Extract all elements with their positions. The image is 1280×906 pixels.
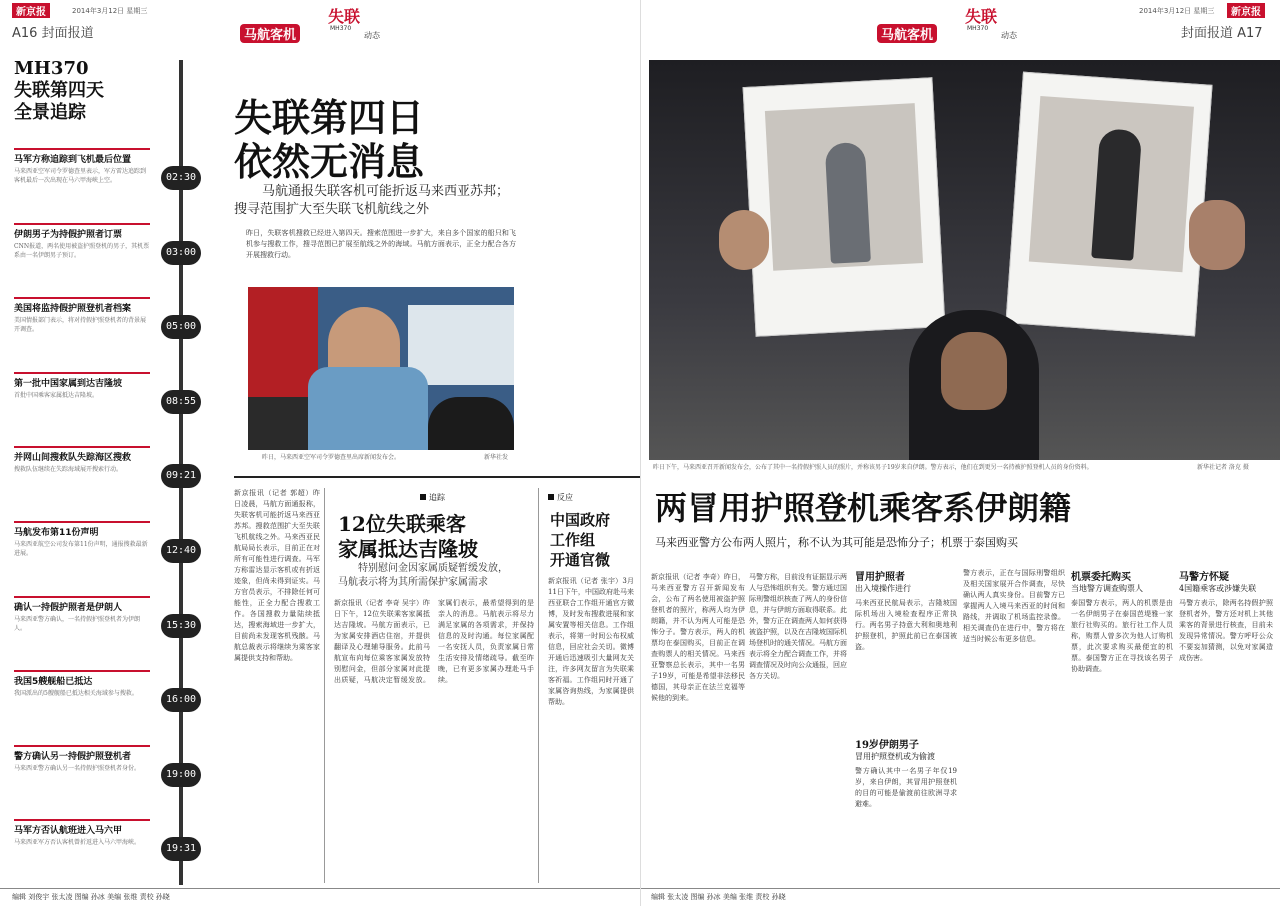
section-logo bbox=[240, 4, 380, 44]
col-block-3: 机票委托购买 当地警方调查购票人 泰国警方表示，两人的机票是由一名伊朗男子在泰国芭堤雅一家旅行社购买的。旅行社工作人员称，购票人曾多次为他人订购机票，此次要求购买最便宜的机票。泰国警方正在寻找该名男子协助调查。 bbox=[1071, 568, 1173, 878]
story2-subtitle bbox=[338, 562, 508, 590]
timeline-entry-body: 马来西亚空军司令罗德查里表示，军方雷达追踪到客机最后一次出现在马六甲海峡上空。 bbox=[14, 168, 147, 184]
right-paper-date: 2014年3月12日 星期三 bbox=[1139, 7, 1215, 15]
timeline-entry-body: 我国派出的5艘舰船已抵达相关海域参与搜救。 bbox=[14, 690, 138, 697]
section-title-badge: 马航客机 bbox=[240, 24, 300, 43]
right-page bbox=[641, 0, 1280, 906]
main-photo-credit: 新华社记者 洛克 摄 bbox=[1197, 464, 1249, 471]
timeline-entry bbox=[14, 745, 150, 792]
right-section-stamp: 失联 bbox=[965, 7, 998, 26]
press-conference-photo bbox=[248, 287, 514, 450]
timeline-entry-title: 第一批中国家属到达吉隆坡 bbox=[14, 372, 150, 389]
story2-subtitle-line1: 特别慰问金因家属质疑暂缓发放， bbox=[358, 563, 508, 574]
timeline-time-badge: 08:55 bbox=[161, 390, 201, 414]
timeline-entry-title: 马军方称追踪到飞机最后位置 bbox=[14, 148, 150, 165]
timeline-time-badge: 15:30 bbox=[161, 614, 201, 638]
paper-name-badge: 新京报 bbox=[12, 3, 50, 18]
right-body-col2: 马警方称，目前没有证据显示两人与恐怖组织有关。警方通过国际刑警组织核查了两人的身份信息，并与伊朗方面取得联系。此外，警方正在调查两人如何获得被盗护照，以及在吉隆坡国际机场登机时的通关情况。马航方面表示将全力配合调查工作，并将调查情况及时向公众通报，回应各方关切。 bbox=[749, 573, 847, 680]
main-subheadline: 马来西亚警方公布两人照片，称不认为其可能是恐怖分子；机票于泰国购买 bbox=[655, 536, 1018, 549]
story2-title-line2: 家属抵达吉隆坡 bbox=[338, 537, 478, 561]
col3-head: 机票委托购买 bbox=[1071, 572, 1131, 583]
right-footer: 编辑 张太凌 图编 孙冰 美编 张维 责校 孙晓 bbox=[651, 893, 786, 901]
passport-photos-image bbox=[649, 60, 1280, 460]
timeline-title-line3: 全景追踪 bbox=[14, 102, 86, 123]
timeline-entry-body: 首批中国乘客家属抵达吉隆坡。 bbox=[14, 392, 99, 399]
timeline-title bbox=[14, 58, 104, 124]
col2-head: 19岁伊朗男子 bbox=[855, 740, 919, 751]
story2-tag: 追踪 bbox=[420, 492, 445, 503]
lead-subheadline-line1: 马航通报失联客机可能折返马来西亚苏邦； bbox=[262, 184, 510, 199]
lead-body: 昨日，失联客机搜救已经进入第四天。搜索范围进一步扩大，来自多个国家的船只和飞机参与搜救工作，搜寻范围已扩展至航线之外的海域。马航方面表示，正全力配合各方开展搜救行动。 bbox=[246, 229, 516, 259]
timeline-entry bbox=[14, 596, 150, 643]
lead-headline bbox=[234, 96, 424, 184]
right-section-flight: MH370 bbox=[967, 25, 989, 32]
col2-sub: 冒用护照登机或为偷渡 bbox=[855, 752, 935, 761]
col1-head: 冒用护照者 bbox=[855, 572, 905, 583]
story3-tag: 反应 bbox=[548, 492, 573, 503]
timeline-entry bbox=[14, 148, 150, 195]
timeline-entry bbox=[14, 819, 150, 866]
timeline-time-badge: 02:30 bbox=[161, 166, 201, 190]
main-headline: 两冒用护照登机乘客系伊朗籍 bbox=[655, 489, 1072, 527]
timeline-entry-title: 确认一持假护照者是伊朗人 bbox=[14, 596, 150, 613]
timeline-title-line2: 失联第四天 bbox=[14, 80, 104, 101]
lead-headline-line2: 依然无消息 bbox=[234, 139, 425, 184]
timeline-entry-body: 美国情报部门表示，将对持假护照登机者的背景展开调查。 bbox=[14, 317, 147, 333]
timeline-time-badge: 05:00 bbox=[161, 315, 201, 339]
timeline-time-badge: 16:00 bbox=[161, 688, 201, 712]
timeline-time-badge: 19:31 bbox=[161, 837, 201, 861]
story3-title-line1: 中国政府 bbox=[550, 511, 611, 529]
timeline-entry-title: 警方确认另一持假护照登机者 bbox=[14, 745, 150, 762]
story2-subtitle-line2: 马航表示将为其所需保护家属需求 bbox=[338, 577, 488, 588]
right-section-title-badge: 马航客机 bbox=[877, 24, 937, 43]
story3-title-line3: 开通官微 bbox=[550, 551, 611, 569]
lead-subheadline-line2: 搜寻范围扩大至失联飞机航线之外 bbox=[234, 202, 430, 217]
col-block-2: 警方表示，正在与国际刑警组织及相关国家展开合作调查，尽快确认两人真实身份。目前警方已掌握两人入境马来西亚的时间和路线，并调取了机场监控录像。相关调查仍在进行中，警方将在适当时候公布更多信息。 bbox=[963, 569, 1065, 643]
main-photo-caption: 昨日下午，马来西亚召开新闻发布会，公布了其中一名持假护照人员的照片，并称该男子19岁来自伊朗。警方表示，他们在到更另一名持被护照登机人员的身份资料。 bbox=[653, 464, 1093, 471]
timeline-entry-body: 马来西亚航空公司发布第11份声明，通报搜救最新进展。 bbox=[14, 541, 148, 557]
right-section-logo bbox=[877, 4, 1027, 44]
right-page-label: 封面报道 A17 bbox=[1181, 26, 1263, 41]
timeline-entry-title: 马航发布第11份声明 bbox=[14, 521, 150, 538]
press-photo-credit: 新华社发 bbox=[484, 454, 509, 461]
timeline-time-badge: 09:21 bbox=[161, 464, 201, 488]
paper-date: 2014年3月12日 星期三 bbox=[72, 7, 148, 15]
col1-sub: 出入境操作进行 bbox=[855, 584, 911, 593]
timeline-entry-body: 马来西亚军方否认客机曾折返进入马六甲海峡。 bbox=[14, 839, 141, 846]
timeline-entry-body: CNN报道，两名使用被盗护照登机的男子，其机票系由一名伊朗男子预订。 bbox=[14, 243, 150, 259]
story2-title bbox=[338, 512, 478, 562]
timeline-entry bbox=[14, 223, 150, 270]
timeline-entry-title: 并网山间搜救队失踪海区搜救 bbox=[14, 446, 150, 463]
col4-sub: 4国籍乘客或涉嫌失联 bbox=[1179, 584, 1257, 593]
press-photo-caption: 昨日，马来西亚空军司令罗德查里出席新闻发布会。 bbox=[262, 454, 401, 461]
timeline-entry bbox=[14, 670, 150, 717]
left-col1-body: 新京报讯（记者 郭超）昨日凌晨，马航方面通报称，失联客机可能折返马来西亚苏邦。搜救范围扩大至失联飞机航线之外。马来西亚民航局局长表示，目前正在对所有可能性进行调查。马军方称雷达显示客机或有折返迹象，但尚未得到证实。马方官员表示，不排除任何可能性，正全力配合搜救工作。各国搜救力量陆续抵达，搜索海域进一步扩大，目前尚未发现客机残骸。马航总裁表示将继续为乘客家属提供支持和帮助。 bbox=[234, 489, 320, 662]
timeline-title-line1: MH370 bbox=[14, 58, 89, 79]
col-block-4: 马警方怀疑 4国籍乘客或涉嫌失联 马警方表示，除两名持假护照登机者外，警方还对机上其他乘客的背景进行核查，目前未发现异常情况。警方呼吁公众不要妄加猜测，以免对家属造成伤害。 bbox=[1179, 568, 1273, 878]
section-flight: MH370 bbox=[330, 25, 352, 32]
timeline-entry-title: 我国5艘舰船已抵达 bbox=[14, 670, 150, 687]
col3-sub: 当地警方调查购票人 bbox=[1071, 584, 1143, 593]
story3-body: 新京报讯（记者 张宇）3月11日下午，中国政府赴马来西亚联合工作组开通官方微博，及时发布搜救进展和家属安置等相关信息。工作组表示，将第一时间公布权威信息，回应社会关切。微博开通后迅速吸引大量网友关注，许多网友留言为失联乘客祈福。工作组同时开通了家属咨询热线，为家属提供帮助。 bbox=[548, 577, 634, 706]
page-label: A16 封面报道 bbox=[12, 26, 94, 41]
section-sub: 动态 bbox=[364, 31, 380, 40]
story2-title-line1: 12位失联乘客 bbox=[338, 512, 466, 536]
timeline-entry-body: 马来西亚警方确认，一名持假护照登机者为伊朗人。 bbox=[14, 616, 141, 632]
timeline-time-badge: 19:00 bbox=[161, 763, 201, 787]
section-stamp: 失联 bbox=[328, 7, 361, 26]
left-footer: 编辑 刘俊宇 张太凌 图编 孙冰 美编 张维 责校 孙晓 bbox=[12, 893, 170, 901]
timeline-entry-title: 美国将监持假护照登机者档案 bbox=[14, 297, 150, 314]
timeline-time-badge: 12:40 bbox=[161, 539, 201, 563]
timeline-entry bbox=[14, 521, 150, 568]
timeline-entry-body: 搜救队伍继续在失踪海域展开搜索行动。 bbox=[14, 466, 123, 473]
right-body-col1: 新京报讯（记者 李奇）昨日，马来西亚警方召开新闻发布会，公布了两名使用被盗护照登机者的照片，称两人均为伊朗籍，并不认为两人可能是恐怖分子。警方表示，两人的机票均在泰国购买，目前正在调查购票人的相关情况。马来西亚警察总长表示，其中一名男子19岁，可能是希望非法移民德国，其母亲正在法兰克福等候他的到来。 bbox=[651, 573, 745, 702]
story3-title bbox=[550, 510, 610, 570]
lead-headline-line1: 失联第四日 bbox=[234, 95, 425, 140]
story2-body: 新京报讯（记者 李奇 吴宇）昨日下午，12位失联乘客家属抵达吉隆坡。马航方面表示，已为家属安排酒店住宿，并提供翻译及心理辅导服务。此前马航宣布向每位乘客家属发放特别慰问金，但部分家属对此提出质疑，马航决定暂缓发放。家属们表示，最希望得到的是亲人的消息。马航表示将尽力满足家属的各项需求，并保持信息的及时沟通。每位家属配一名安抚人员，负责家属日常生活安排及情绪疏导。截至昨晚，已有更多家属办理赴马手续。 bbox=[334, 599, 534, 684]
timeline-entry-body: 马来西亚警方确认另一名持假护照登机者身份。 bbox=[14, 765, 141, 772]
timeline-entry bbox=[14, 297, 150, 344]
timeline-time-badge: 03:00 bbox=[161, 241, 201, 265]
right-section-sub: 动态 bbox=[1001, 31, 1017, 40]
timeline-entry-title: 伊朗男子为持假护照者订票 bbox=[14, 223, 150, 240]
timeline-entry bbox=[14, 372, 150, 419]
story3-title-line2: 工作组 bbox=[550, 531, 596, 549]
timeline-entry-title: 马军方否认航班进入马六甲 bbox=[14, 819, 150, 836]
col-block-1: 冒用护照者 出入境操作进行 马来西亚民航局表示，吉隆坡国际机场出入境检查程序正常执行。两名男子持意大利和奥地利护照登机，护照此前已在泰国被盗。 19岁伊朗男子 冒用护照登机或为偷渡 警方确认其中一名男子年仅19岁，来自伊朗，其冒用护照登机的目的可能是偷渡前往欧洲寻求避难。 bbox=[855, 568, 957, 878]
col4-head: 马警方怀疑 bbox=[1179, 572, 1229, 583]
timeline-entry bbox=[14, 446, 150, 493]
lead-subheadline bbox=[234, 183, 509, 219]
right-paper-name-badge: 新京报 bbox=[1227, 3, 1265, 18]
